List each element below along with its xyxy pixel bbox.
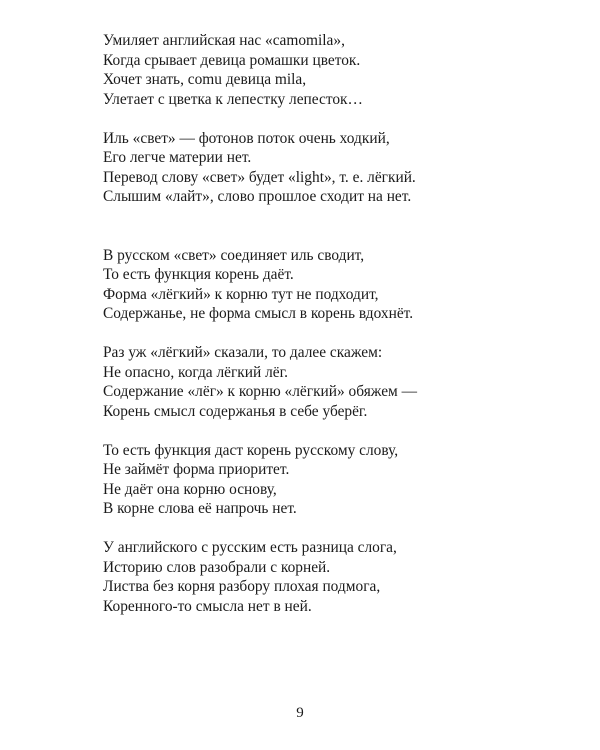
poem-line: У английского с русским есть разница слога,	[103, 539, 397, 556]
stanza-5	[103, 441, 563, 519]
poem-line: Историю слов разобрали с корней.	[103, 558, 331, 576]
poem-line: То есть функция даст корень русскому слову,	[103, 441, 399, 459]
stanza-1	[103, 31, 563, 109]
poem-line: Раз уж «лёгкий» сказали, то далее скажем:	[103, 344, 383, 361]
poem-line: То есть функция корень даёт.	[103, 266, 294, 283]
poem-line: Улетает с цветка к лепестку лепесток…	[103, 90, 363, 108]
poem-line: Хочет знать, comu девица mila,	[103, 71, 307, 88]
page-number: 9	[296, 705, 304, 721]
poem-line: Умиляет английская нас «camomila»,	[103, 32, 345, 49]
poem-line: Слышим «лайт», слово прошлое сходит на нет.	[103, 188, 412, 205]
stanza-4	[103, 343, 563, 421]
poem-line: Его легче материи нет.	[103, 149, 252, 166]
poem-line: В корне слова её напрочь нет.	[103, 500, 297, 517]
stanza-2	[103, 129, 563, 207]
poem	[103, 31, 563, 616]
poem-line: Не опасно, когда лёгкий лёг.	[103, 363, 289, 381]
stanza-3	[103, 246, 563, 324]
poem-line: Иль «свет» — фотонов поток очень ходкий,	[103, 129, 390, 147]
poem-line: Когда срывает девица ромашки цветок.	[103, 51, 361, 69]
poem-line: Не займёт форма приоритет.	[103, 461, 290, 478]
poem-line: Листва без корня разбору плохая подмога,	[103, 578, 381, 595]
poem-line: Не даёт она корню основу,	[103, 480, 277, 498]
poem-line: Содержание «лёг» к корню «лёгкий» обяжем —	[103, 383, 418, 400]
poem-line: Содержанье, не форма смысл в корень вдохнёт.	[103, 305, 414, 322]
poem-line: Форма «лёгкий» к корню тут не подходит,	[103, 285, 379, 303]
poem-line: В русском «свет» соединяет иль сводит,	[103, 246, 365, 264]
stanza-6	[103, 538, 563, 616]
poem-line: Корень смысл содержанья в себе уберёг.	[103, 402, 368, 420]
poem-line: Перевод слову «свет» будет «light», т. е. лёгкий.	[103, 168, 416, 186]
poem-line: Коренного-то смысла нет в ней.	[103, 597, 312, 615]
